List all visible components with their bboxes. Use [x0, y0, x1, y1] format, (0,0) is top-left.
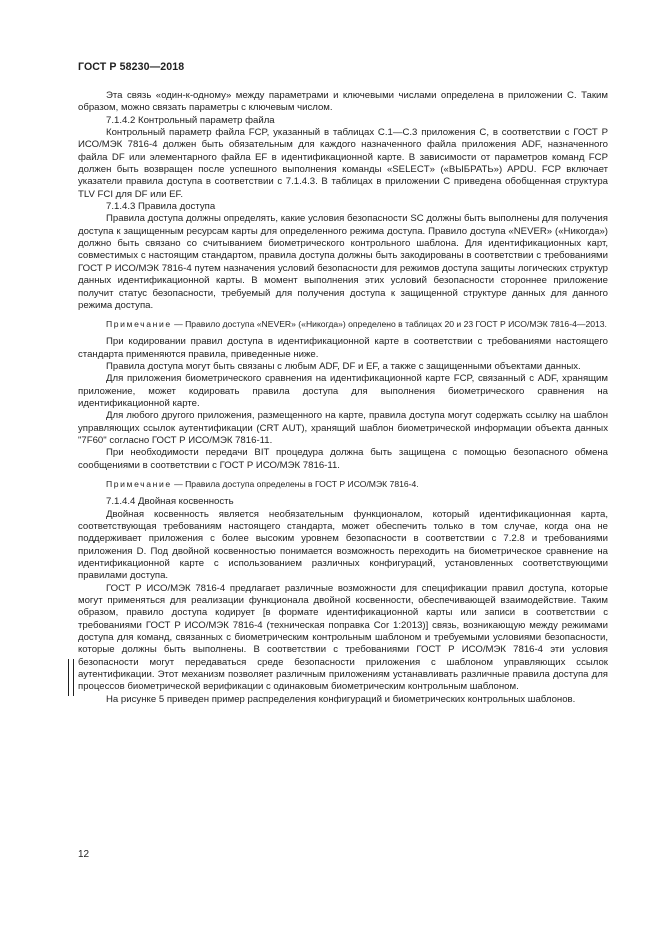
revision-bar — [68, 659, 74, 696]
note-text: — Правила доступа определены в ГОСТ Р ИСО/МЭК 7816-4. — [174, 479, 419, 490]
note-label: Примечание — [106, 479, 172, 490]
paragraph: Эта связь «один-к-одному» между параметрами и ключевыми числами определена в приложении С. Таким образом, можно связать параметры с ключевым числом. — [78, 90, 608, 114]
section-heading: 7.1.4.3 Правила доступа — [106, 201, 216, 213]
section-heading: 7.1.4.4 Двойная косвенность — [106, 496, 234, 508]
page-number: 12 — [78, 849, 90, 860]
section-heading: 7.1.4.2 Контрольный параметр файла — [106, 114, 275, 126]
paragraph: Для любого другого приложения, размещенного на карте, правила доступа могут содержать ссылку на шаблон управляющих ссылок аутентификации (CRT AUT), хранящий шаблон биометрической информации объекта данных "7F60" согласно ГОСТ Р ИСО/МЭК 7816-11. — [78, 410, 608, 447]
page-body — [78, 90, 608, 706]
document-header: ГОСТ Р 58230—2018 — [78, 61, 185, 73]
paragraph: Правила доступа должны определять, какие условия безопасности SC должны быть выполнены для получения доступа к защищенным ресурсам карты для определенного режима доступа. Правило доступа «NEVER» («Никогда») должно быть связано со считыванием биометрического контрольного шаблона. Для идентификационных карт, совместимых с настоящим стандартом, правила доступа должны быть закодированы в соответствии с требованиями ГОСТ Р ИСО/МЭК 7816-4 путем назначения условий безопасности для режимов доступа защиты логических структур данных идентификационной карты. В момент выполнения этих условий безопасности стороннее приложение получит статус безопасности, требуемый для получения доступа к защищенной структуре данных для данного режима доступа. — [78, 213, 608, 311]
note — [78, 478, 608, 490]
note-label: Примечание — [106, 319, 172, 330]
paragraph: При кодировании правил доступа в идентификационной карте в соответствии с требованиями настоящего стандарта применяются правила, приведенные ниже. — [78, 336, 608, 360]
note-text: — Правило доступа «NEVER» («Никогда») определено в таблицах 20 и 23 ГОСТ Р ИСО/МЭК 7816-4—2013. — [174, 319, 607, 330]
paragraph: Контрольный параметр файла FCP, указанный в таблицах С.1—С.3 приложения С, в соответствии с ГОСТ Р ИСО/МЭК 7816-4 должен быть обязательным для каждого назначенного файла приложения ADF, назначенного файла DF или элементарного файла EF в идентификационной карте. В зависимости от параметров команд FCP должен быть возвращен после успешного выполнения команды «SELECT» («ВЫБРАТЬ») APDU. FCP включает указатели правила доступа в соответствии с 7.1.4.3. В таблицах в приложении С приведена обобщенная структура TLV FCI для DF или EF. — [78, 127, 608, 200]
paragraph: Двойная косвенность является необязательным функционалом, который идентификационная карта, соответствующая требованиям настоящего стандарта, может обеспечить только в том случае, когда она не поддерживает приложения с более высоким уровнем безопасности в соответствии с 7.2.8 и требованиями приложения D. Под двойной косвенностью понимается возможность переходить на биометрическое сравнение на идентификационной карте с использованием различных конфигураций, установленных соответствующими правилами доступа. — [78, 508, 608, 582]
paragraph: Правила доступа могут быть связаны с любым ADF, DF и EF, а также с защищенными объектами данных. — [106, 360, 581, 372]
note — [78, 318, 608, 330]
paragraph: ГОСТ Р ИСО/МЭК 7816-4 предлагает различные возможности для спецификации правил доступа, которые могут применяться для реализации функционала двойной косвенности, обеспечивающей взаимодействие. Таким образом, правило доступа кодирует [в формате идентификационной карты или записи в соответствии с требованиями ГОСТ Р ИСО/МЭК 7816-4 (техническая поправка Cor 1:2013)] связь, возникающую между режимами доступа для команд, связанных с биометрическим контрольным шаблоном и требуемыми условиями безопасности, которые должны быть выполнены. В соответствии с требованиями ГОСТ Р ИСО/МЭК 7816-4 эти условия безопасности могут передаваться среде безопасности приложения с шаблоном управляющих ссылок аутентификации. Этот механизм позволяет различным приложениям устанавливать различные правила доступа для процессов биометрической верификации с одинаковым биометрическим контрольным шаблоном. — [78, 582, 608, 693]
paragraph: Для приложения биометрического сравнения на идентификационной карте FCP, связанный с ADF, хранящим приложение, может кодировать правила доступа для выполнения биометрического сравнения на идентификационной карте. — [78, 373, 608, 409]
paragraph: На рисунке 5 приведен пример распределения конфигураций и биометрических контрольных шаблонов. — [106, 693, 576, 705]
paragraph: При необходимости передачи BIT процедура должна быть защищена с помощью безопасного обмена сообщениями в соответствии с ГОСТ Р ИСО/МЭК 7816-11. — [78, 447, 608, 471]
